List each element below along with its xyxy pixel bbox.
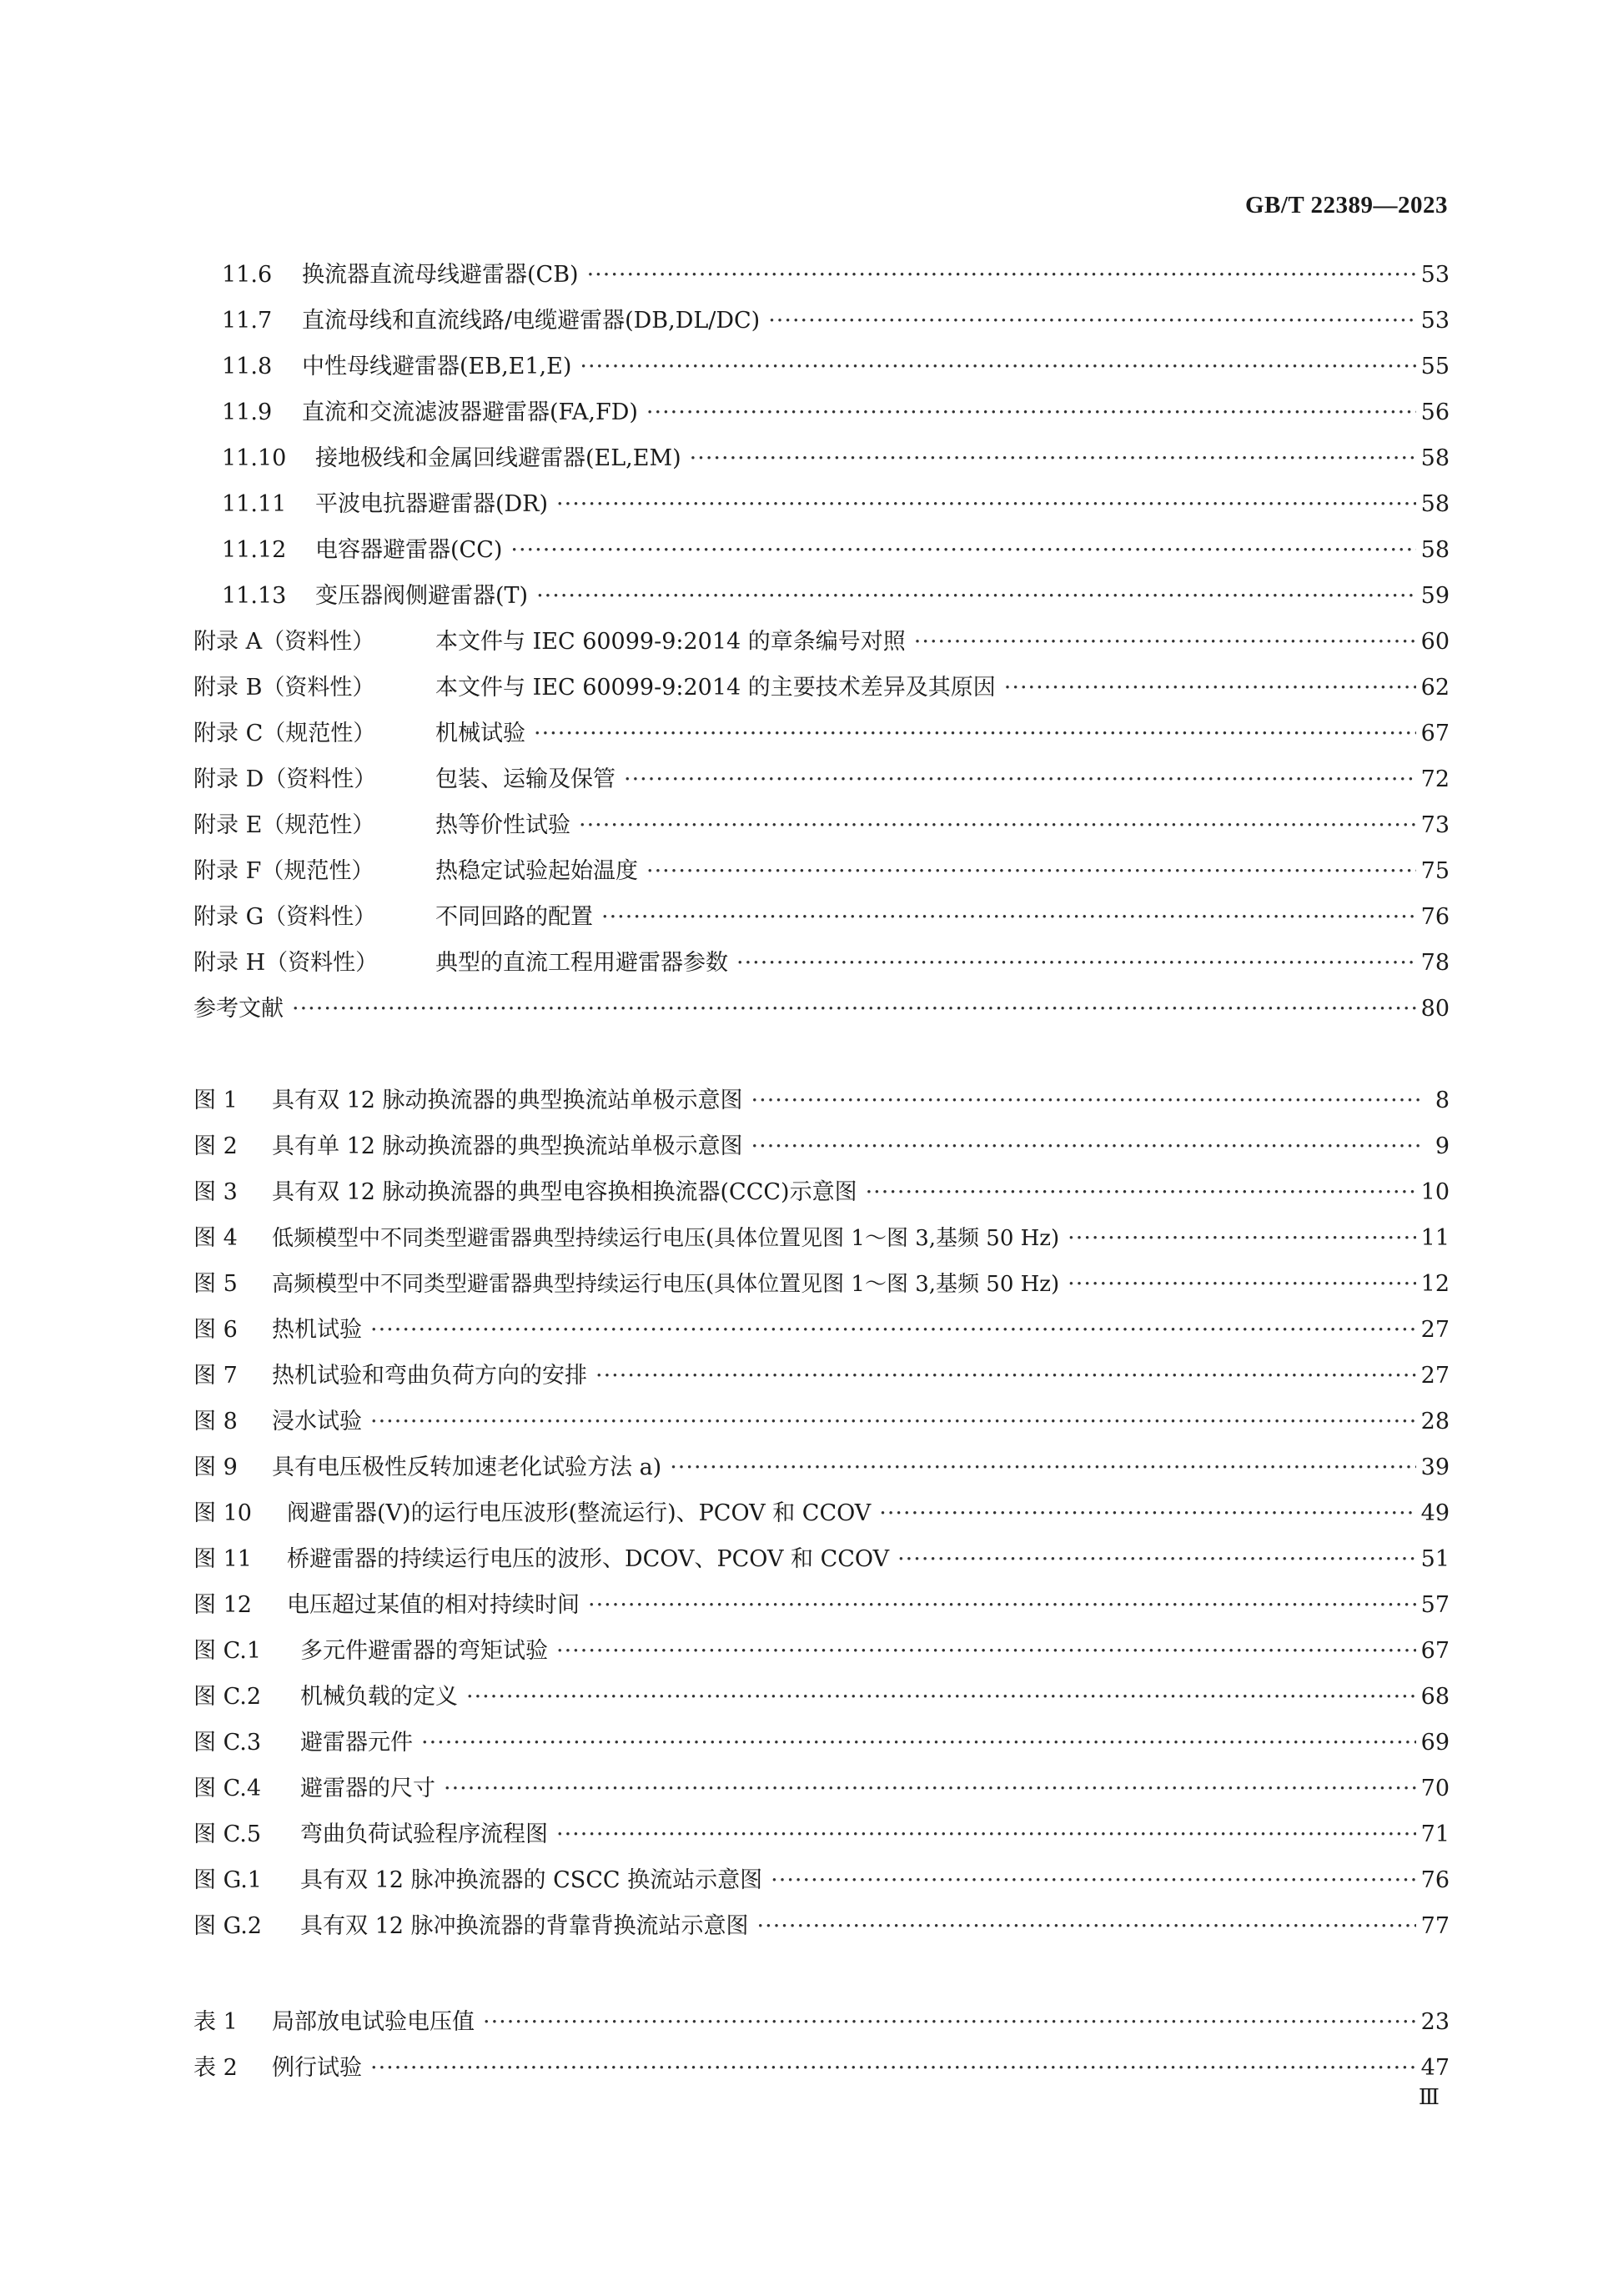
toc-entry-title: 桥避雷器的持续运行电压的波形、DCOV、PCOV 和 CCOV bbox=[287, 1546, 890, 1572]
toc-entry-number: 附录 A（资料性） bbox=[193, 629, 375, 655]
toc-entry-page: 56 bbox=[1420, 399, 1450, 425]
toc-entry-number: 11.9 bbox=[222, 399, 273, 425]
toc-entry-number: 图 8 bbox=[193, 1409, 238, 1434]
toc-entry-title: 不同回路的配置 bbox=[435, 904, 593, 930]
toc-entry-page: 49 bbox=[1420, 1500, 1450, 1526]
toc-entry-page: 8 bbox=[1435, 1088, 1450, 1113]
toc-entry-number: 图 9 bbox=[193, 1454, 238, 1480]
toc-entry-number: 11.7 bbox=[222, 308, 273, 334]
toc-entry-title: 本文件与 IEC 60099-9:2014 的章条编号对照 bbox=[435, 629, 906, 655]
toc-entry-table[interactable] bbox=[193, 2052, 1450, 2085]
toc-entry-figure[interactable] bbox=[193, 1222, 1450, 1255]
leader-dots bbox=[879, 1497, 1415, 1530]
toc-entry-number: 图 G.1 bbox=[193, 1867, 262, 1893]
toc-entry-annex[interactable] bbox=[193, 717, 1450, 751]
toc-entry-title: 浸水试验 bbox=[272, 1409, 362, 1434]
leader-dots bbox=[510, 534, 1415, 567]
toc-entry-annex[interactable] bbox=[193, 763, 1450, 796]
toc-entry-number: 附录 H（资料性） bbox=[193, 950, 379, 976]
toc-entry-number: 附录 G（资料性） bbox=[193, 904, 377, 930]
toc-entry-page: 70 bbox=[1420, 1776, 1450, 1801]
leader-dots bbox=[646, 855, 1416, 888]
toc-entry-number: 表 1 bbox=[193, 2009, 238, 2035]
toc-entry-figure[interactable] bbox=[193, 1910, 1450, 1943]
toc-entry-number: 图 11 bbox=[193, 1546, 252, 1572]
toc-entry-page: 23 bbox=[1420, 2009, 1450, 2035]
toc-entry-number: 附录 E（规范性） bbox=[193, 812, 375, 838]
toc-entry-figure[interactable] bbox=[193, 1451, 1450, 1485]
toc-entry-page: 80 bbox=[1420, 996, 1450, 1022]
toc-entry-page: 55 bbox=[1420, 354, 1450, 379]
leader-dots bbox=[444, 1772, 1416, 1806]
toc-entry-figure[interactable] bbox=[193, 1497, 1450, 1530]
leader-dots bbox=[768, 304, 1415, 338]
toc-entry-title: 阀避雷器(V)的运行电压波形(整流运行)、PCOV 和 CCOV bbox=[287, 1500, 872, 1526]
toc-entry-number: 图 C.1 bbox=[193, 1638, 262, 1664]
toc-entry[interactable] bbox=[222, 534, 1450, 567]
toc-entry-title: 避雷器元件 bbox=[300, 1730, 413, 1756]
toc-entry-number: 11.13 bbox=[222, 583, 287, 609]
leader-dots bbox=[1004, 671, 1416, 705]
toc-entry-figure[interactable] bbox=[193, 1543, 1450, 1576]
toc-entry-page: 53 bbox=[1420, 308, 1450, 334]
toc-entry-title: 例行试验 bbox=[272, 2055, 362, 2081]
toc-entry-number: 附录 C（规范性） bbox=[193, 721, 376, 746]
toc-entry-number: 11.11 bbox=[222, 491, 287, 517]
toc-entry-number: 图 6 bbox=[193, 1317, 238, 1343]
toc-entry-number: 11.8 bbox=[222, 354, 273, 379]
toc-entry-number: 图 5 bbox=[193, 1271, 238, 1297]
leader-dots bbox=[914, 625, 1416, 659]
leader-dots bbox=[292, 992, 1416, 1026]
toc-entry-title: 多元件避雷器的弯矩试验 bbox=[300, 1638, 548, 1664]
toc-entry-number: 图 1 bbox=[193, 1088, 238, 1113]
toc-entry-title: 热机试验和弯曲负荷方向的安排 bbox=[272, 1363, 587, 1389]
leader-dots bbox=[556, 488, 1416, 521]
toc-entry[interactable] bbox=[222, 259, 1450, 292]
toc-entry-title: 具有双 12 脉动换流器的典型换流站单极示意图 bbox=[272, 1088, 743, 1113]
leader-dots bbox=[646, 396, 1416, 430]
toc-entry-title: 具有双 12 脉动换流器的典型电容换相换流器(CCC)示意图 bbox=[272, 1179, 857, 1205]
toc-entry-title: 热机试验 bbox=[272, 1317, 362, 1343]
toc-entry-title: 电容器避雷器(CC) bbox=[315, 537, 503, 563]
toc-entry-page: 27 bbox=[1420, 1317, 1450, 1343]
toc-entry-number: 图 4 bbox=[193, 1225, 238, 1251]
toc-entry-number: 图 3 bbox=[193, 1179, 238, 1205]
toc-entry-figure[interactable] bbox=[193, 1084, 1450, 1118]
toc-entry-title: 典型的直流工程用避雷器参数 bbox=[435, 950, 728, 976]
toc-entry[interactable] bbox=[222, 580, 1450, 613]
toc-entry[interactable] bbox=[222, 488, 1450, 521]
toc-entry-number: 11.6 bbox=[222, 262, 273, 288]
toc-entry-title: 弯曲负荷试验程序流程图 bbox=[300, 1821, 548, 1847]
leader-dots bbox=[751, 1084, 1419, 1118]
toc-entry-title: 具有单 12 脉动换流器的典型换流站单极示意图 bbox=[272, 1133, 743, 1159]
leader-dots bbox=[370, 1314, 1416, 1347]
toc-entry-annex[interactable] bbox=[193, 625, 1450, 659]
toc-entry-page: 76 bbox=[1420, 904, 1450, 930]
toc-entry-number: 图 C.3 bbox=[193, 1730, 262, 1756]
toc-entry-number: 附录 B（资料性） bbox=[193, 675, 375, 701]
toc-entry-title: 直流母线和直流线路/电缆避雷器(DB,DL/DC) bbox=[302, 308, 761, 334]
toc-entry-title: 直流和交流滤波器避雷器(FA,FD) bbox=[302, 399, 638, 425]
leader-dots bbox=[588, 1589, 1416, 1622]
toc-entry-title: 本文件与 IEC 60099-9:2014 的主要技术差异及其原因 bbox=[435, 675, 996, 701]
toc-entry-figure[interactable] bbox=[193, 1864, 1450, 1897]
leader-dots bbox=[556, 1818, 1416, 1851]
toc-entry-page: 28 bbox=[1420, 1409, 1450, 1434]
toc-entry-figure[interactable] bbox=[193, 1589, 1450, 1622]
toc-entry-figure[interactable] bbox=[193, 1130, 1450, 1163]
toc-entry-figure[interactable] bbox=[193, 1772, 1450, 1806]
leader-dots bbox=[534, 717, 1416, 751]
toc-entry-table[interactable] bbox=[193, 2006, 1450, 2039]
toc-entry-title: 避雷器的尺寸 bbox=[300, 1776, 435, 1801]
toc-entry-title: 低频模型中不同类型避雷器典型持续运行电压(具体位置见图 1～图 3,基频 50 Hz) bbox=[272, 1226, 1060, 1251]
leader-dots bbox=[601, 901, 1416, 934]
toc-entry-number: 附录 F（规范性） bbox=[193, 858, 374, 884]
toc-entry[interactable] bbox=[222, 304, 1450, 338]
toc-entry-annex[interactable] bbox=[193, 855, 1450, 888]
toc-entry[interactable] bbox=[222, 350, 1450, 384]
leader-dots bbox=[580, 350, 1415, 384]
toc-entry-title: 局部放电试验电压值 bbox=[272, 2009, 475, 2035]
toc-entry-figure[interactable] bbox=[193, 1314, 1450, 1347]
leader-dots bbox=[751, 1130, 1419, 1163]
toc-entry-annex[interactable] bbox=[193, 671, 1450, 705]
toc-entry-page: 67 bbox=[1420, 1638, 1450, 1664]
leader-dots bbox=[483, 2006, 1416, 2039]
toc-entry-page: 27 bbox=[1420, 1363, 1450, 1389]
toc-entry-figure[interactable] bbox=[193, 1818, 1450, 1851]
toc-entry-page: 73 bbox=[1420, 812, 1450, 838]
toc-entry-page: 69 bbox=[1420, 1730, 1450, 1756]
toc-entry-page: 10 bbox=[1420, 1179, 1450, 1205]
toc-entry-page: 12 bbox=[1420, 1271, 1450, 1297]
toc-entry-number: 图 10 bbox=[193, 1500, 252, 1526]
toc-entry-number: 表 2 bbox=[193, 2055, 238, 2081]
toc-entry-number: 图 2 bbox=[193, 1133, 238, 1159]
toc-entry-title: 热稳定试验起始温度 bbox=[435, 858, 638, 884]
toc-entry-figure[interactable] bbox=[193, 1176, 1450, 1209]
toc-entry-page: 58 bbox=[1420, 491, 1450, 517]
toc-entry-title: 平波电抗器避雷器(DR) bbox=[315, 491, 549, 517]
toc-entry-title: 具有电压极性反转加速老化试验方法 a) bbox=[272, 1454, 662, 1480]
toc-entry-annex[interactable] bbox=[193, 809, 1450, 842]
toc-entry-page: 11 bbox=[1420, 1225, 1450, 1251]
toc-entry-page: 53 bbox=[1420, 262, 1450, 288]
toc-entry-number: 图 G.2 bbox=[193, 1913, 262, 1939]
toc-entry-title: 机械试验 bbox=[435, 721, 525, 746]
toc-entry-title: 具有双 12 脉冲换流器的 CSCC 换流站示意图 bbox=[300, 1867, 763, 1893]
toc-entry-title: 电压超过某值的相对持续时间 bbox=[287, 1592, 580, 1618]
toc-entry-title: 换流器直流母线避雷器(CB) bbox=[302, 262, 579, 288]
toc-entry-page: 71 bbox=[1420, 1821, 1450, 1847]
leader-dots bbox=[421, 1726, 1416, 1760]
toc-entry-page: 68 bbox=[1420, 1684, 1450, 1710]
toc-entry-number: 图 C.2 bbox=[193, 1684, 262, 1710]
toc-entry-title: 中性母线避雷器(EB,E1,E) bbox=[302, 354, 572, 379]
toc-entry-number: 图 C.5 bbox=[193, 1821, 262, 1847]
toc-entry-number: 图 12 bbox=[193, 1592, 252, 1618]
toc-entry-page: 57 bbox=[1420, 1592, 1450, 1618]
toc-entry-annex[interactable] bbox=[193, 901, 1450, 934]
toc-entry-figure[interactable] bbox=[193, 1681, 1450, 1714]
leader-dots bbox=[866, 1176, 1416, 1209]
toc-entry-title: 机械负载的定义 bbox=[300, 1684, 458, 1710]
toc-entry-page: 59 bbox=[1420, 583, 1450, 609]
leader-dots bbox=[587, 259, 1416, 292]
leader-dots bbox=[595, 1359, 1416, 1393]
toc-entry-page: 58 bbox=[1420, 537, 1450, 563]
leader-dots bbox=[370, 2052, 1416, 2085]
toc-entry-figure[interactable] bbox=[193, 1359, 1450, 1393]
toc-entry-page: 77 bbox=[1420, 1913, 1450, 1939]
leader-dots bbox=[690, 442, 1416, 475]
leader-dots bbox=[757, 1910, 1416, 1943]
toc-entry-title: 参考文献 bbox=[193, 996, 284, 1022]
toc-entry[interactable] bbox=[222, 396, 1450, 430]
toc-entry-page: 51 bbox=[1420, 1546, 1450, 1572]
leader-dots bbox=[536, 580, 1416, 613]
toc-entry-title: 包装、运输及保管 bbox=[435, 766, 616, 792]
leader-dots bbox=[579, 809, 1416, 842]
toc-entry-page: 67 bbox=[1420, 721, 1450, 746]
toc-entry-page: 72 bbox=[1420, 766, 1450, 792]
toc-entry-title: 变压器阀侧避雷器(T) bbox=[315, 583, 529, 609]
toc-entry-bibliography[interactable] bbox=[193, 992, 1450, 1026]
toc-entry-figure[interactable] bbox=[193, 1726, 1450, 1760]
toc-entry-page: 47 bbox=[1420, 2055, 1450, 2081]
standard-code: GB/T 22389—2023 bbox=[1244, 192, 1448, 219]
toc-entry-number: 附录 D（资料性） bbox=[193, 766, 377, 792]
toc-entry-number: 图 C.4 bbox=[193, 1776, 262, 1801]
toc-entry-page: 9 bbox=[1435, 1133, 1450, 1159]
leader-dots bbox=[771, 1864, 1415, 1897]
toc-entry-page: 78 bbox=[1420, 950, 1450, 976]
leader-dots bbox=[370, 1405, 1416, 1439]
toc-entry-title: 接地极线和金属回线避雷器(EL,EM) bbox=[315, 445, 681, 471]
toc-entry-figure[interactable] bbox=[193, 1635, 1450, 1668]
toc-entry-title: 具有双 12 脉冲换流器的背靠背换流站示意图 bbox=[300, 1913, 749, 1939]
leader-dots bbox=[1068, 1268, 1415, 1301]
toc-entry-page: 76 bbox=[1420, 1867, 1450, 1893]
toc-entry-figure[interactable] bbox=[193, 1268, 1450, 1301]
leader-dots bbox=[670, 1451, 1415, 1485]
leader-dots bbox=[466, 1681, 1416, 1714]
toc-entry-page: 60 bbox=[1420, 629, 1450, 655]
leader-dots bbox=[624, 763, 1416, 796]
leader-dots bbox=[556, 1635, 1416, 1668]
toc-entry-number: 11.12 bbox=[222, 537, 287, 563]
toc-entry-page: 58 bbox=[1420, 445, 1450, 471]
toc-entry[interactable] bbox=[222, 442, 1450, 475]
toc-entry-page: 75 bbox=[1420, 858, 1450, 884]
leader-dots bbox=[1068, 1222, 1415, 1255]
toc-entry-figure[interactable] bbox=[193, 1405, 1450, 1439]
page-number: Ⅲ bbox=[1418, 2085, 1440, 2110]
toc-entry-number: 11.10 bbox=[222, 445, 287, 471]
toc-entry-page: 62 bbox=[1420, 675, 1450, 701]
toc-entry-annex[interactable] bbox=[193, 947, 1450, 980]
leader-dots bbox=[897, 1543, 1416, 1576]
toc-entry-number: 图 7 bbox=[193, 1363, 238, 1389]
leader-dots bbox=[736, 947, 1416, 980]
toc-entry-title: 热等价性试验 bbox=[435, 812, 570, 838]
toc-entry-title: 高频模型中不同类型避雷器典型持续运行电压(具体位置见图 1～图 3,基频 50 Hz) bbox=[272, 1272, 1060, 1297]
toc-entry-page: 39 bbox=[1420, 1454, 1450, 1480]
